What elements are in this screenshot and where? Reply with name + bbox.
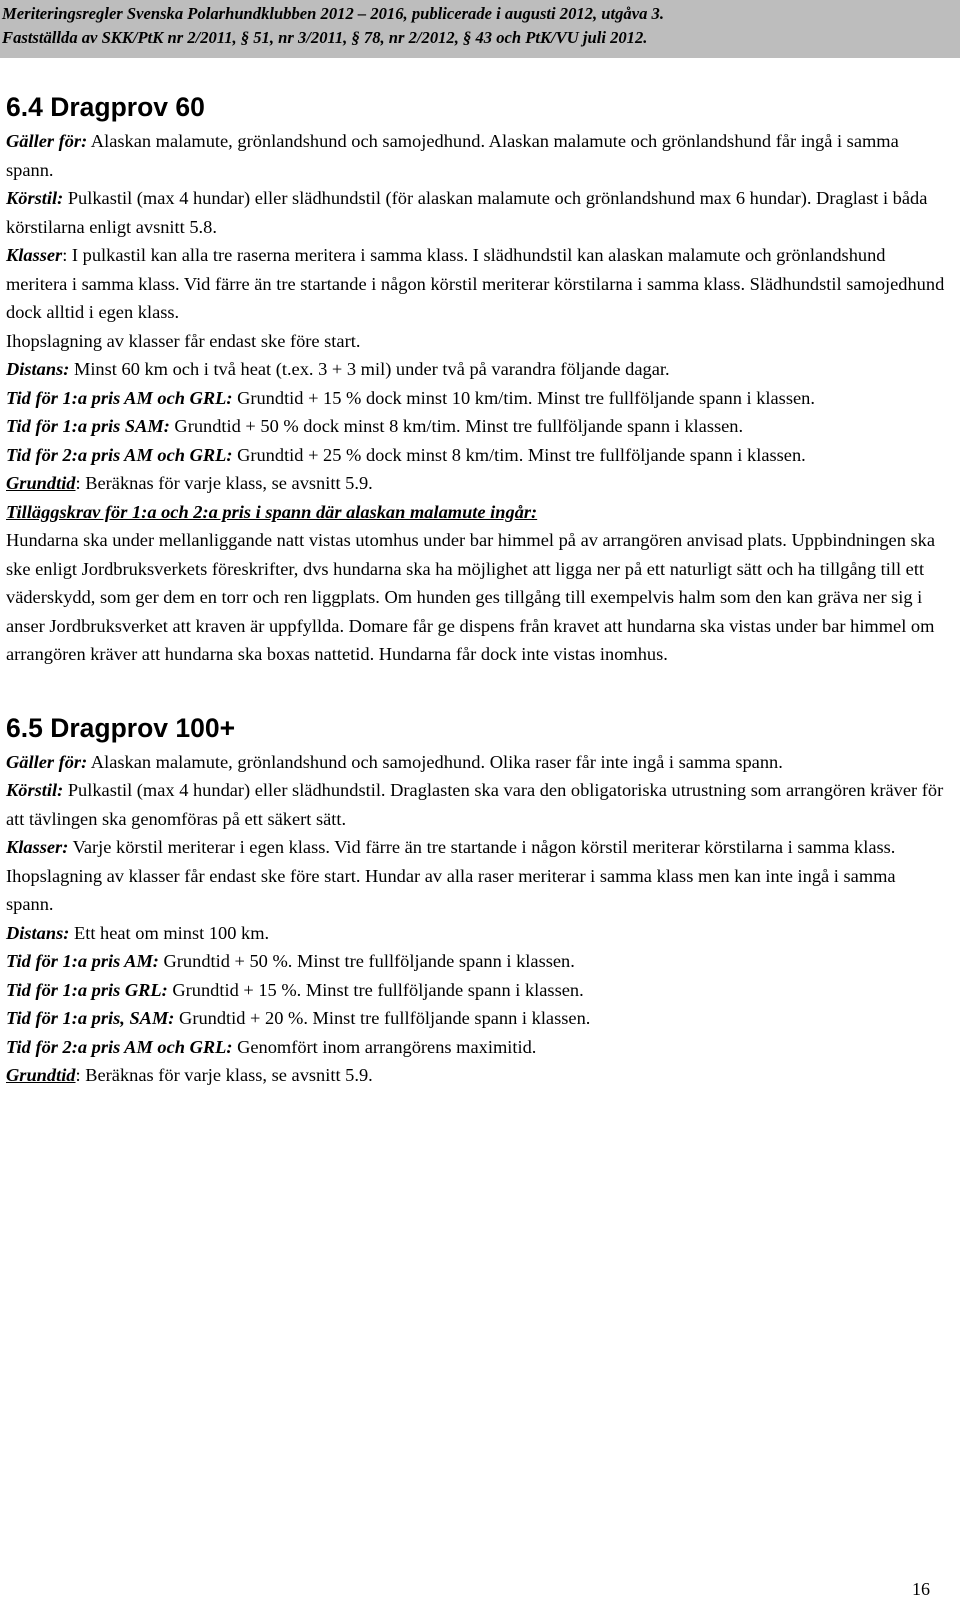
s64-tid-1-am-grl-text: Grundtid + 15 % dock minst 10 km/tim. Minst tre fullföljande spann i klassen. (232, 387, 815, 408)
s65-klasser-text: Varje körstil meriterar i egen klass. Vid färre än tre startande i någon körstil meriterar körstilarna i samma klass. Ihopslagning av klasser får endast ske före start. Hundar av alla raser meriterar i samma klass men kan inte ingå i samma spann. (6, 837, 896, 914)
s64-klasser-text: : I pulkastil kan alla tre raserna meritera i samma klass. I slädhundstil kan alaskan malamute och grönlandshund meritera i samma klass. Vid färre än tre startande i någon körstil meriterar körstilarna i samma klass. Slädhundstil samojedhund dock alltid i egen klass. (6, 245, 945, 322)
s64-distans-label: Distans: (6, 359, 70, 379)
s65-klasser (6, 833, 946, 919)
s65-tid-2-am-grl-label: Tid för 2:a pris AM och GRL: (6, 1036, 233, 1057)
s65-tid-2-am-grl-text: Genomfört inom arrangörens maximitid. (232, 1036, 537, 1057)
s64-tillaggskrav-heading (6, 498, 946, 527)
s65-klasser-label: Klasser: (6, 837, 69, 857)
s65-tid-1-sam-text: Grundtid + 20 %. Minst tre fullföljande spann i klassen. (174, 1008, 591, 1028)
s65-tid-1-am-text: Grundtid + 50 %. Minst tre fullföljande spann i klassen. (158, 951, 575, 971)
s64-tid-1-sam-label: Tid för 1:a pris SAM: (6, 416, 170, 436)
s65-korstil-label: Körstil: (6, 780, 64, 800)
s65-distans-text: Ett heat om minst 100 km. (69, 922, 270, 943)
s65-galler (6, 748, 946, 777)
s64-galler-text: Alaskan malamute, grönlandshund och samojedhund. Alaskan malamute och grönlandshund får ingå i samma spann. (6, 131, 899, 180)
s65-distans-label: Distans: (6, 922, 70, 943)
s64-galler-label: Gäller för: (6, 131, 88, 151)
s65-galler-text: Alaskan malamute, grönlandshund och samojedhund. Olika raser får inte ingå i samma spann. (87, 751, 783, 772)
section-title-6-5: 6.5 Dragprov 100+ (6, 712, 236, 743)
s64-grundtid-label: Grundtid (6, 473, 76, 493)
s65-grundtid (6, 1061, 946, 1090)
s64-korstil-text: Pulkastil (max 4 hundar) eller slädhundstil (för alaskan malamute och grönlandshund max 6 hundar). Draglast i båda körstilarna enligt avsnitt 5.8. (6, 188, 928, 237)
s65-tid-1-sam (6, 1004, 946, 1033)
s64-klasser-label: Klasser (6, 245, 63, 265)
s64-korstil (6, 184, 946, 241)
s64-tid-1-am-grl-label: Tid för 1:a pris AM och GRL: (6, 387, 233, 408)
page-header (0, 0, 960, 58)
page-content (6, 84, 946, 1090)
s64-tid-2-am-grl-text: Grundtid + 25 % dock minst 8 km/tim. Minst tre fullföljande spann i klassen. (232, 444, 806, 465)
section-title-6-4: 6.4 Dragprov 60 (6, 92, 205, 122)
s64-klasser (6, 241, 946, 327)
s64-tid-1-sam-text: Grundtid + 50 % dock minst 8 km/tim. Minst tre fullföljande spann i klassen. (169, 416, 744, 436)
s64-ihopslagning: Ihopslagning av klasser får endast ske före start. (6, 330, 361, 351)
s64-tid-1-sam (6, 412, 946, 441)
s65-tid-2-am-grl (6, 1033, 946, 1062)
page-number: 16 (912, 1579, 930, 1599)
s64-tid-2-am-grl-label: Tid för 2:a pris AM och GRL: (6, 444, 233, 465)
s65-distans (6, 919, 946, 948)
s64-tillaggskrav-label: Tilläggskrav för 1:a och 2:a pris i spann där alaskan malamute ingår: (6, 501, 538, 522)
s65-tid-1-sam-label: Tid för 1:a pris, SAM: (6, 1008, 175, 1028)
s64-grundtid (6, 469, 946, 498)
s65-tid-1-grl-text: Grundtid + 15 %. Minst tre fullföljande spann i klassen. (167, 979, 584, 1000)
s64-galler (6, 127, 946, 184)
s64-tid-1-am-grl (6, 384, 946, 413)
s65-galler-label: Gäller för: (6, 751, 88, 772)
s65-tid-1-am (6, 947, 946, 976)
s65-korstil-text: Pulkastil (max 4 hundar) eller slädhundstil. Draglasten ska vara den obligatoriska utrustning som arrangören kräver för att tävlingen ska genomföras på ett säkert sätt. (6, 780, 944, 829)
s64-tillaggskrav-text: Hundarna ska under mellanliggande natt vistas utomhus under bar himmel på av arrangören anvisad plats. Uppbindningen ska ske enligt Jordbruksverkets föreskrifter, dvs hundarna ska ha möjlighet att ligga ner på ett naturligt sätt och ha tillgång till ett väderskydd, som ger dem en torr och ren liggplats. Om hunden ges tillgång till exempelvis halm som den kan gräva ner sig i anser Jordbruksverket att kraven är uppfyllda. Domare får ge dispens från kravet att hundarna ska vistas under bar himmel om arrangören kräver att hundarna ska boxas nattetid. Hundarna får dock inte vistas inomhus. (6, 530, 935, 664)
s64-grundtid-text: : Beräknas för varje klass, se avsnitt 5.9. (75, 473, 373, 493)
s65-tid-1-grl-label: Tid för 1:a pris GRL: (6, 979, 168, 1000)
s64-distans-text: Minst 60 km och i två heat (t.ex. 3 + 3 mil) under två på varandra följande dagar. (69, 359, 670, 379)
header-line-2: Fastställda av SKK/PtK nr 2/2011, § 51, nr 3/2011, § 78, nr 2/2012, § 43 och PtK/VU juli 2012. (2, 28, 648, 47)
s64-distans (6, 355, 946, 384)
s64-tid-2-am-grl (6, 441, 946, 470)
s65-tid-1-am-label: Tid för 1:a pris AM: (6, 951, 159, 971)
s64-korstil-label: Körstil: (6, 188, 64, 208)
s65-korstil (6, 776, 946, 833)
s65-grundtid-text: : Beräknas för varje klass, se avsnitt 5.9. (75, 1065, 373, 1085)
header-line-1: Meriteringsregler Svenska Polarhundklubben 2012 – 2016, publicerade i augusti 2012, utgåva 3. (2, 4, 664, 23)
s65-grundtid-label: Grundtid (6, 1065, 76, 1085)
s65-tid-1-grl (6, 976, 946, 1005)
